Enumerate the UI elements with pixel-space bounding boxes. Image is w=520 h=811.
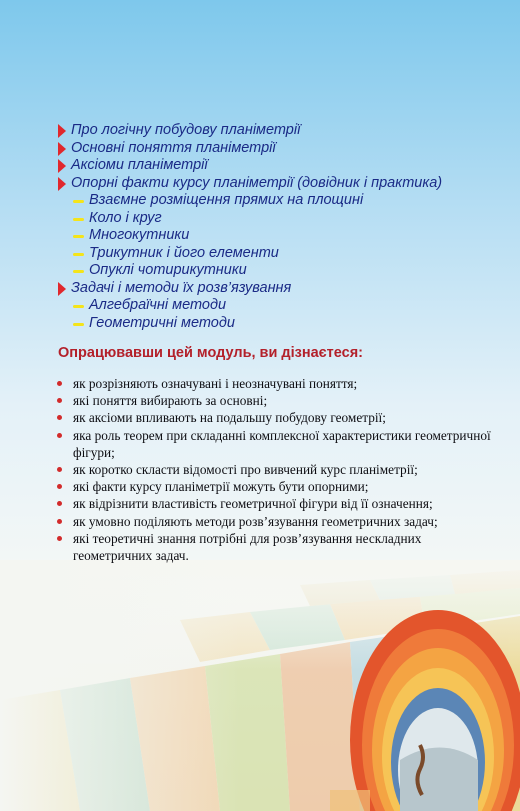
outcome-item (56, 530, 503, 564)
outcome-item (56, 392, 503, 409)
bullet-dot-icon (57, 501, 62, 506)
toc-item (57, 157, 442, 175)
outcome-text: як аксіоми впливають на подальшу побудову геометрії; (73, 410, 386, 426)
bullet-dot-icon (57, 536, 62, 541)
dash-bullet-icon (73, 235, 84, 238)
toc-item-label: Про логічну побудову планіметрії (71, 122, 301, 138)
outcome-text: як умовно поділяють методи розв’язування геометричних задач; (73, 513, 438, 529)
toc-subitem (57, 227, 442, 245)
triangle-bullet-icon (58, 159, 66, 173)
triangle-bullet-icon (58, 282, 66, 296)
bullet-dot-icon (57, 467, 62, 472)
outcomes-list (56, 375, 503, 564)
outcome-text: які теоретичні знання потрібні для розв’язування нескладних геометричних задач. (73, 530, 422, 564)
outcome-item (56, 409, 503, 426)
outcome-item (56, 513, 503, 530)
toc-item (57, 122, 442, 140)
toc-subitem (57, 297, 442, 315)
dash-bullet-icon (73, 200, 84, 203)
toc-subitem (57, 210, 442, 228)
toc-item (57, 280, 442, 298)
toc-subitem-label: Трикутник і його елементи (89, 244, 279, 261)
outcome-text: яка роль теорем при складанні комплексної характеристики геометричної фігури; (73, 427, 491, 460)
bullet-dot-icon (57, 398, 62, 403)
outcome-item (56, 375, 503, 392)
toc-item-label: Опорні факти курсу планіметрії (довідник і практика) (71, 174, 443, 191)
toc-subitem-label: Многокутники (89, 227, 190, 243)
bullet-dot-icon (57, 433, 62, 438)
dash-bullet-icon (73, 270, 84, 273)
dash-bullet-icon (73, 218, 84, 221)
outcome-text: які поняття вибирають за основні; (73, 393, 268, 409)
toc-subitem-label: Алгебраїчні методи (89, 297, 227, 313)
outcome-text: як коротко скласти відомості про вивчений курс планіметрії; (73, 462, 418, 478)
bullet-dot-icon (57, 381, 62, 386)
outcome-item (56, 495, 503, 512)
outcome-item (56, 478, 503, 495)
bullet-dot-icon (57, 415, 62, 420)
dash-bullet-icon (73, 323, 84, 326)
toc-subitem (57, 245, 442, 263)
bullet-dot-icon (57, 484, 62, 489)
module-contents (57, 122, 442, 332)
dash-bullet-icon (73, 253, 84, 256)
toc-item (57, 140, 442, 158)
outcome-text: як відрізнити властивість геометричної фігури від її означення; (73, 496, 433, 512)
triangle-bullet-icon (58, 124, 66, 138)
dash-bullet-icon (73, 305, 84, 308)
outcomes-heading: Опрацювавши цей модуль, ви дізнаєтеся: (58, 345, 363, 361)
toc-subitem-label: Взаємне розміщення прямих на площині (89, 192, 364, 208)
toc-subitem (57, 192, 442, 210)
toc-subitem (57, 315, 442, 333)
outcome-item (56, 461, 503, 478)
toc-subitem-label: Коло і круг (89, 209, 162, 226)
outcome-item (56, 427, 503, 461)
triangle-bullet-icon (58, 177, 66, 191)
toc-item (57, 175, 442, 193)
toc-subitem-label: Опуклі чотирикутники (89, 262, 247, 278)
toc-item-label: Задачі і методи їх розв’язування (71, 279, 292, 296)
outcome-text: які факти курсу планіметрії можуть бути опорними; (73, 479, 369, 495)
toc-item-label: Основні поняття планіметрії (71, 139, 276, 156)
outcome-text: як розрізняють означувані і неозначувані поняття; (73, 376, 358, 391)
toc-item-label: Аксіоми планіметрії (71, 157, 208, 173)
bullet-dot-icon (57, 519, 62, 524)
triangle-bullet-icon (58, 142, 66, 156)
toc-subitem (57, 262, 442, 280)
toc-subitem-label: Геометричні методи (89, 314, 235, 331)
